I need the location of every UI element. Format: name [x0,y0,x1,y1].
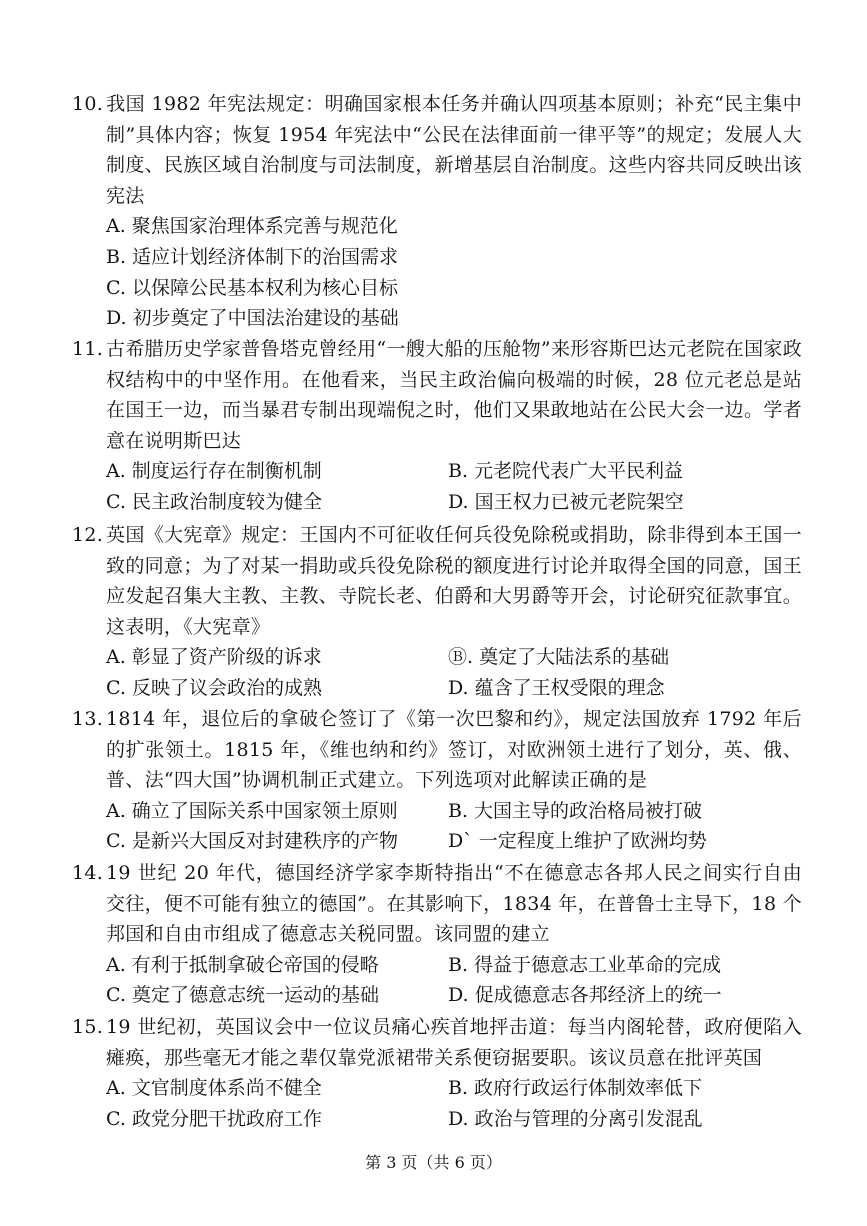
option-c: C. 奠定了德意志统一运动的基础 [106,984,379,1007]
option-c: C. 是新兴大国反对封建秩序的产物 [106,830,398,853]
question-text: 英国《大宪章》规定：王国内不可征收任何兵役免除税或捐助，除非得到本王国一致的同意；为了对某一捐助或兵役免除税的额度进行讨论并取得全国的同意，国王应发起召集大主教、主教、寺院长老、伯爵和大男爵等开会，讨论研究征款事宜。这表明，《大宪章》 [106,524,802,638]
option-b: Ⓑ. 奠定了大陆法系的基础 [448,646,670,669]
question-text: 19 世纪初，英国议会中一位议员痛心疾首地抨击道：每当内阁轮替，政府便陷入瘫痪，那些毫无才能之辈仅靠党派裙带关系便窃据要职。该议员意在批评英国 [106,1016,802,1069]
option-d: D. 国王权力已被元老院架空 [448,490,684,513]
option-b: B. 大国主导的政治格局被打破 [448,799,703,822]
option-b: B. 元老院代表广大平民利益 [448,460,684,483]
question-text: 19 世纪 20 年代，德国经济学家李斯特指出“不在德意志各邦人民之间实行自由交往，便不可能有独立的德国”。在其影响下，1834 年，在普鲁士主导下，18 个邦国和自由市组成了德意志关税同盟。该同盟的建立 [106,862,802,946]
question-12 [72,520,802,704]
option-a: A. 聚焦国家治理体系完善与规范化 [106,215,398,238]
question-text: 古希腊历史学家普鲁塔克曾经用“一艘大船的压舱物”来形容斯巴达元老院在国家政权结构中的中坚作用。在他看来，当民主政治偏向极端的时候，28 位元老总是站在国王一边，而当暴君专制出现端倪之时，他们又果敢地站在公民大会一边。学者意在说明斯巴达 [106,338,802,452]
question-number: 12. [72,524,104,546]
question-number: 10. [72,93,104,115]
option-d: D. 促成德意志各邦经济上的统一 [448,984,722,1007]
option-c: C. 民主政治制度较为健全 [106,490,322,513]
page-footer: 第 3 页（共 6 页） [365,1153,502,1172]
option-d: D` 一定程度上维护了欧洲均势 [448,830,707,853]
option-d: D. 蕴含了王权受限的理念 [448,676,665,699]
question-number: 13. [72,708,104,730]
option-a: A. 制度运行存在制衡机制 [106,460,322,483]
option-a: A. 有利于抵制拿破仑帝国的侵略 [106,953,379,976]
question-stem [72,704,802,796]
question-text: 我国 1982 年宪法规定：明确国家根本任务并确认四项基本原则；补充“民主集中制”具体内容；恢复 1954 年宪法中“公民在法律面前一律平等”的规定；发展人大制度、民族区域自治制度与司法制度，新增基层自治制度。这些内容共同反映出该宪法 [106,93,802,207]
question-14 [72,858,802,1011]
options-list [72,211,802,333]
options-list [72,456,802,517]
options-list [72,642,802,703]
question-number: 15. [72,1016,104,1038]
question-number: 11. [72,338,104,360]
option-b: B. 适应计划经济体制下的治国需求 [106,245,399,268]
question-stem [72,89,802,211]
question-stem [72,520,802,642]
question-stem [72,858,802,950]
option-d: D. 政治与管理的分离引发混乱 [448,1107,703,1130]
options-list [72,1073,802,1134]
question-text: 1814 年，退位后的拿破仑签订了《第一次巴黎和约》，规定法国放弃 1792 年后的扩张领土。1815 年，《维也纳和约》签订，对欧洲领土进行了划分，英、俄、普、法“四大国”协调机制正式建立。下列选项对此解读正确的是 [106,708,802,792]
question-11 [72,334,802,518]
option-a: A. 彰显了资产阶级的诉求 [106,646,322,669]
question-stem [72,1012,802,1073]
option-c: C. 以保障公民基本权利为核心目标 [106,276,398,299]
option-c: C. 反映了议会政治的成熟 [106,676,322,699]
option-b: B. 得益于德意志工业革命的完成 [448,953,722,976]
option-a: A. 文官制度体系尚不健全 [106,1077,322,1100]
question-stem [72,334,802,456]
option-d: D. 初步奠定了中国法治建设的基础 [106,307,399,330]
option-b: B. 政府行政运行体制效率低下 [448,1077,703,1100]
question-number: 14. [72,862,104,884]
question-15 [72,1012,802,1134]
option-c: C. 政党分肥干扰政府工作 [106,1107,322,1130]
question-10 [72,89,802,334]
option-a: A. 确立了国际关系中国家领土原则 [106,799,398,822]
options-list [72,796,802,857]
options-list [72,950,802,1011]
question-13 [72,704,802,857]
